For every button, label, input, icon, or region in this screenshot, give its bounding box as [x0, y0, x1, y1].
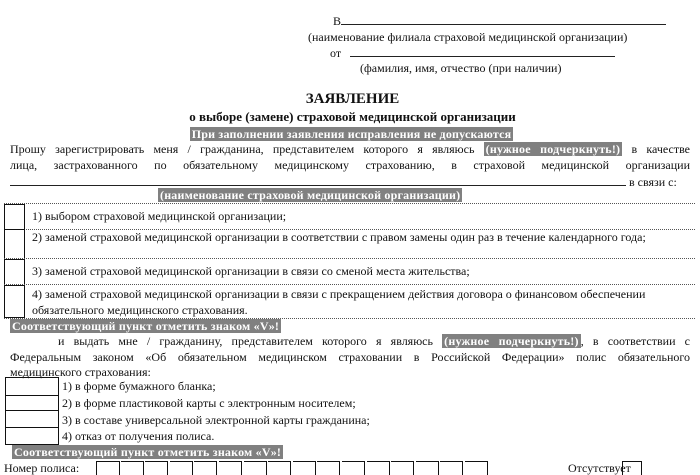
warning-wrap — [0, 127, 700, 141]
to-prefix: В — [333, 14, 342, 28]
policy-number-cell[interactable] — [317, 461, 340, 475]
underline-hint: (нужное подчеркнуть!) — [444, 334, 579, 348]
policy-number-cell[interactable] — [342, 461, 365, 475]
recipient-caption: (наименование филиала страховой медицинской организации) — [308, 30, 628, 44]
reason-row — [4, 203, 695, 230]
policy-number-cell[interactable] — [145, 461, 168, 475]
reason-checkbox[interactable] — [4, 259, 25, 284]
para1-line1 — [10, 142, 690, 156]
policy-number-cell[interactable] — [293, 461, 316, 475]
policy-number-cell[interactable] — [194, 461, 217, 475]
insurer-field[interactable] — [10, 174, 626, 186]
reason-text: 1) выбором страховой медицинской организации; — [32, 209, 287, 223]
policy-number-cell[interactable] — [440, 461, 463, 475]
org-caption: (наименование страховой медицинской организации) — [160, 188, 461, 202]
reason-text: 2) заменой страховой медицинской организации в соответствии с правом замены один раз в течение календарного года; — [32, 230, 646, 244]
sender-caption: (фамилия, имя, отчество (при наличии) — [360, 61, 562, 75]
mark-note-2: Соответствующий пункт отметить знаком «V»! — [14, 445, 282, 459]
page-title: ЗАЯВЛЕНИЕ — [305, 91, 400, 107]
warning-banner: При заполнении заявления исправления не допускаются — [191, 127, 512, 141]
para2-line3: медицинского страхования: — [10, 365, 151, 379]
sender-field[interactable] — [350, 45, 615, 57]
text: в качестве — [631, 142, 690, 156]
mark-note2-wrap — [12, 445, 283, 459]
policy-form-checkbox[interactable] — [5, 411, 59, 428]
underline-hint: (нужное подчеркнуть!) — [485, 142, 621, 156]
policy-number-cell[interactable] — [96, 461, 120, 475]
recipient-line — [333, 13, 666, 28]
policy-number-cell[interactable] — [268, 461, 291, 475]
policy-form-text: 4) отказ от получения полиса. — [62, 429, 215, 443]
reason-text: 3) заменой страховой медицинской организации в связи со сменой места жительства; — [32, 264, 470, 278]
policy-number-cell[interactable] — [465, 461, 488, 475]
mark-note-wrap — [10, 319, 281, 333]
para1-line2: лица, застрахованного по обязательному медицинскому страхованию, в страховой медицинской организации — [10, 158, 690, 172]
policy-number-cell[interactable] — [170, 461, 193, 475]
policy-form-text: 1) в форме бумажного бланка; — [62, 379, 216, 393]
text: Прошу зарегистрировать меня / гражданина, представителем которого я являюсь — [10, 142, 475, 156]
reason-checkbox[interactable] — [4, 285, 25, 318]
reason-checkbox[interactable] — [4, 204, 25, 229]
reason-checkbox[interactable] — [4, 229, 25, 258]
absent-label: Отсутствует — [568, 461, 631, 475]
org-caption-wrap — [158, 188, 462, 202]
from-prefix: от — [330, 46, 342, 60]
policy-form-text: 3) в составе универсальной электронной карты гражданина; — [62, 413, 370, 427]
policy-number-cell[interactable] — [219, 461, 242, 475]
policy-number-cell[interactable] — [244, 461, 267, 475]
text: , в соответствии с — [580, 334, 690, 348]
reason-text: 4) заменой страховой медицинской организации в связи с прекращением действия договора о финансовом обеспечении обязательного медицинского страхования. — [32, 287, 646, 317]
mark-note: Соответствующий пункт отметить знаком «V»! — [12, 319, 280, 333]
reason-row — [4, 285, 695, 319]
sender-line — [330, 45, 615, 60]
page-subtitle: о выборе (замене) страховой медицинской организации — [189, 109, 516, 124]
policy-number-cell[interactable] — [416, 461, 439, 475]
para1-line3 — [10, 174, 677, 189]
text: и выдать мне / гражданину, представителем которого я являюсь — [58, 334, 433, 348]
policy-form-checkbox[interactable] — [5, 394, 59, 411]
policy-number-cell[interactable] — [121, 461, 144, 475]
para2-line1 — [58, 334, 690, 348]
absent-checkbox[interactable] — [622, 461, 642, 475]
policy-form-checkbox[interactable] — [5, 428, 59, 445]
policy-number-cell[interactable] — [367, 461, 390, 475]
reason-row — [4, 229, 695, 259]
recipient-field[interactable] — [341, 13, 666, 25]
policy-number-cell[interactable] — [391, 461, 414, 475]
text: в связи с: — [629, 175, 677, 189]
reason-row — [4, 259, 695, 285]
para2-line2: Федеральным законом «Об обязательном медицинском страховании в Российской Федерации» полис обязательного — [10, 350, 690, 364]
policy-number-label: Номер полиса: — [4, 461, 80, 475]
policy-form-text: 2) в форме пластиковой карты с электронным носителем; — [62, 396, 356, 410]
